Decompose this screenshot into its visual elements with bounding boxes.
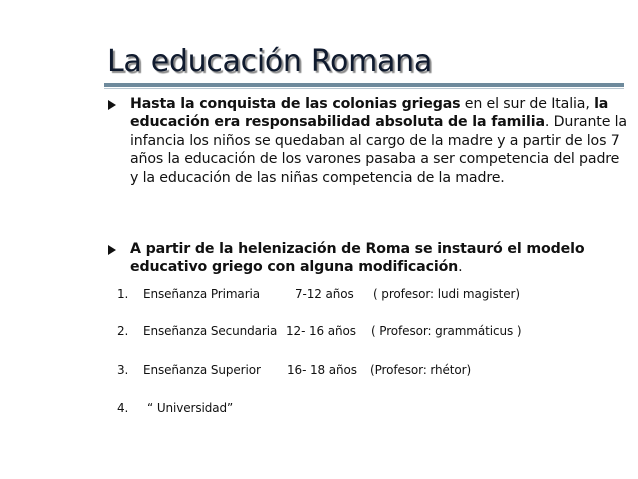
education-level: Enseñanza Superior	[143, 363, 261, 377]
teacher-role: ( profesor: ludi magister)	[373, 287, 520, 301]
bullet-text-bold: la educación era responsabilidad absoluta de la familia	[130, 96, 609, 131]
age-range: 7-12 años	[295, 287, 354, 301]
list-number: 3.	[117, 363, 129, 377]
age-range: 16- 18 años	[287, 363, 357, 377]
bullet-arrow-icon	[108, 245, 116, 255]
teacher-role: ( Profesor: grammáticus )	[371, 324, 522, 338]
bullet-arrow-icon	[108, 100, 116, 110]
title-underline	[104, 83, 624, 87]
list-number: 1.	[117, 287, 129, 301]
bullet-text-bold: Hasta la conquista de las colonias griegas	[130, 96, 461, 112]
bullet-item	[108, 95, 628, 187]
education-level: Enseñanza Secundaria	[143, 324, 278, 338]
list-number: 4.	[117, 401, 129, 415]
education-level: Enseñanza Primaria	[143, 287, 261, 301]
age-range: 12- 16 años	[286, 324, 356, 338]
title-underline-thin	[104, 88, 624, 89]
slide-title: La educación Romana	[107, 44, 432, 79]
bullet-text	[130, 240, 628, 277]
bullet-text-normal: . Durante la infancia los niños se quedaban al cargo de la madre y a partir de los 7 años la educación de los varones pasaba a ser competencia del padre y la educación de las niñas competencia de la madre.	[130, 114, 627, 186]
bullet-text-normal: en el sur de Italia,	[460, 96, 595, 112]
education-level: “ Universidad”	[147, 401, 234, 415]
teacher-role: (Profesor: rhétor)	[370, 363, 472, 377]
bullet-item	[108, 240, 628, 277]
list-number: 2.	[117, 324, 129, 338]
bullet-text-bold: A partir de la helenización de Roma se instauró el modelo educativo griego con alguna modificación	[130, 241, 585, 276]
bullet-text	[130, 95, 628, 187]
bullet-text-normal: .	[458, 259, 463, 276]
